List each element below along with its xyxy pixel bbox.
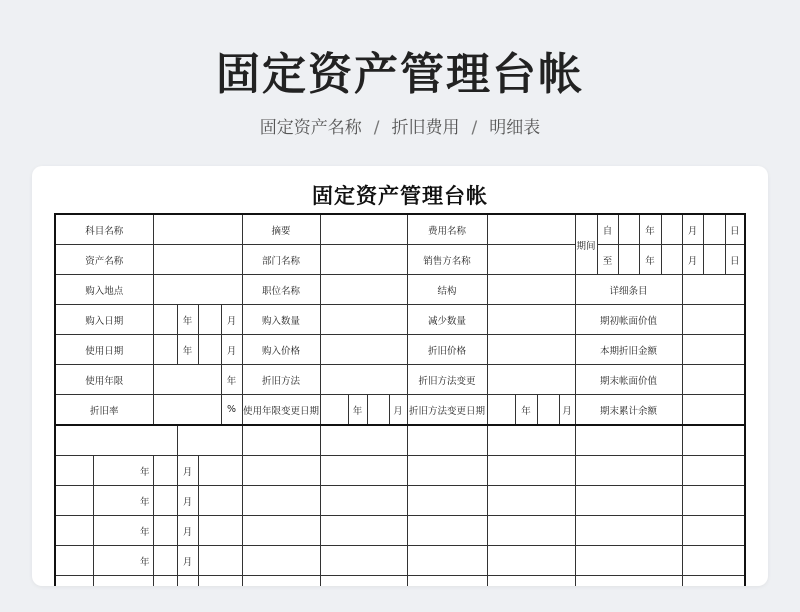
label-cell: 月 xyxy=(177,486,198,516)
table-row xyxy=(55,516,745,546)
label-cell: 购入价格 xyxy=(242,335,320,365)
value-cell[interactable] xyxy=(320,245,407,275)
value-cell[interactable] xyxy=(682,576,745,587)
label-cell xyxy=(177,576,198,587)
value-cell[interactable] xyxy=(198,546,242,576)
label-cell: 部门名称 xyxy=(242,245,320,275)
label-cell: 职位名称 xyxy=(242,275,320,305)
value-cell[interactable] xyxy=(153,516,177,546)
label-cell: 月 xyxy=(177,516,198,546)
value-cell[interactable] xyxy=(487,576,575,587)
value-cell[interactable] xyxy=(320,516,407,546)
value-cell[interactable] xyxy=(242,576,320,587)
value-cell[interactable] xyxy=(618,245,639,275)
value-cell[interactable] xyxy=(153,365,221,395)
value-cell[interactable] xyxy=(320,456,407,486)
label-cell: 年 xyxy=(515,395,537,426)
label-cell: 期末帐面价值 xyxy=(575,365,682,395)
table-row xyxy=(55,486,745,516)
label-cell: 结构 xyxy=(407,275,487,305)
value-cell[interactable] xyxy=(153,486,177,516)
value-cell[interactable] xyxy=(198,305,221,335)
label-cell: 折旧价格 xyxy=(407,335,487,365)
value-cell[interactable] xyxy=(320,546,407,576)
label-cell: 年 xyxy=(348,395,367,426)
value-cell[interactable] xyxy=(320,305,407,335)
value-cell[interactable] xyxy=(242,456,320,486)
label-cell: 年 xyxy=(93,546,153,576)
value-cell[interactable] xyxy=(703,245,725,275)
value-cell[interactable] xyxy=(177,425,242,456)
label-cell: 减少数量 xyxy=(407,305,487,335)
value-cell[interactable] xyxy=(242,425,320,456)
value-cell[interactable] xyxy=(487,425,575,456)
ledger-table xyxy=(54,213,746,586)
value-cell[interactable] xyxy=(682,486,745,516)
value-cell[interactable] xyxy=(487,365,575,395)
value-cell[interactable] xyxy=(320,425,407,456)
label-cell: 月 xyxy=(682,245,703,275)
value-cell[interactable] xyxy=(407,456,487,486)
value-cell[interactable] xyxy=(242,546,320,576)
label-cell: 年 xyxy=(639,214,661,245)
value-cell[interactable] xyxy=(55,546,93,576)
value-cell[interactable] xyxy=(487,546,575,576)
subtitle-tag: 明细表 xyxy=(489,118,541,138)
value-cell[interactable] xyxy=(682,305,745,335)
form-row xyxy=(55,275,745,305)
value-cell[interactable] xyxy=(153,456,177,486)
value-cell[interactable] xyxy=(320,576,407,587)
value-cell[interactable] xyxy=(153,245,242,275)
label-cell: 月 xyxy=(389,395,407,426)
value-cell[interactable] xyxy=(682,516,745,546)
label-cell: 月 xyxy=(682,214,703,245)
label-cell: 折旧方法 xyxy=(242,365,320,395)
label-cell: 折旧方法变更 xyxy=(407,365,487,395)
label-cell: 年 xyxy=(177,335,198,365)
label-cell: 日 xyxy=(725,245,745,275)
value-cell[interactable] xyxy=(153,395,221,426)
value-cell[interactable] xyxy=(55,576,93,587)
value-cell[interactable] xyxy=(320,335,407,365)
label-cell: 本期折旧金额 xyxy=(575,335,682,365)
value-cell[interactable] xyxy=(575,576,682,587)
ledger-card xyxy=(32,166,768,586)
form-row xyxy=(55,245,745,275)
value-cell[interactable] xyxy=(487,245,575,275)
label-cell: 使用年限 xyxy=(55,365,153,395)
value-cell[interactable] xyxy=(153,214,242,245)
label-cell: 年 xyxy=(93,516,153,546)
form-row xyxy=(55,305,745,335)
value-cell[interactable] xyxy=(198,456,242,486)
label-cell: 年 xyxy=(639,245,661,275)
label-cell: 期初帐面价值 xyxy=(575,305,682,335)
subtitle-separator: / xyxy=(373,118,380,138)
label-cell xyxy=(93,576,153,587)
label-cell: 折旧方法变更日期 xyxy=(407,395,487,426)
value-cell[interactable] xyxy=(682,546,745,576)
label-cell: 资产名称 xyxy=(55,245,153,275)
subtitle-tag: 固定资产名称 xyxy=(259,118,362,138)
value-cell[interactable] xyxy=(487,335,575,365)
value-cell[interactable] xyxy=(487,395,515,426)
value-cell[interactable] xyxy=(198,335,221,365)
label-cell: 期间 xyxy=(575,214,597,275)
table-row xyxy=(55,546,745,576)
subtitle xyxy=(0,113,800,138)
value-cell[interactable] xyxy=(242,486,320,516)
label-cell: 月 xyxy=(221,305,242,335)
label-cell: 科目名称 xyxy=(55,214,153,245)
value-cell[interactable] xyxy=(487,486,575,516)
value-cell[interactable] xyxy=(198,516,242,546)
value-cell[interactable] xyxy=(682,456,745,486)
value-cell[interactable] xyxy=(320,365,407,395)
value-cell[interactable] xyxy=(320,395,348,426)
label-cell: 日 xyxy=(725,214,745,245)
value-cell[interactable] xyxy=(487,305,575,335)
label-cell: 自 xyxy=(597,214,618,245)
value-cell[interactable] xyxy=(153,275,242,305)
label-cell: 购入地点 xyxy=(55,275,153,305)
value-cell[interactable] xyxy=(407,576,487,587)
value-cell[interactable] xyxy=(537,395,559,426)
value-cell[interactable] xyxy=(198,576,242,587)
value-cell[interactable] xyxy=(320,275,407,305)
value-cell[interactable] xyxy=(575,546,682,576)
detail-header-row xyxy=(55,425,745,456)
value-cell[interactable] xyxy=(682,395,745,426)
table-row xyxy=(55,456,745,486)
label-cell: 月 xyxy=(221,335,242,365)
form-row xyxy=(55,214,745,245)
label-cell: 详细条目 xyxy=(575,275,682,305)
value-cell[interactable] xyxy=(242,516,320,546)
value-cell[interactable] xyxy=(407,486,487,516)
value-cell[interactable] xyxy=(575,486,682,516)
value-cell[interactable] xyxy=(407,546,487,576)
value-cell[interactable] xyxy=(367,395,389,426)
form-row xyxy=(55,335,745,365)
value-cell[interactable] xyxy=(153,546,177,576)
value-cell[interactable] xyxy=(682,335,745,365)
value-cell[interactable] xyxy=(198,486,242,516)
label-cell: 年 xyxy=(221,365,242,395)
value-cell[interactable] xyxy=(487,516,575,546)
value-cell[interactable] xyxy=(682,275,745,305)
value-cell[interactable] xyxy=(55,486,93,516)
value-cell[interactable] xyxy=(407,425,487,456)
label-cell: 购入数量 xyxy=(242,305,320,335)
label-cell: 销售方名称 xyxy=(407,245,487,275)
label-cell: 购入日期 xyxy=(55,305,153,335)
value-cell[interactable] xyxy=(575,456,682,486)
label-cell: 使用日期 xyxy=(55,335,153,365)
value-cell[interactable] xyxy=(487,275,575,305)
value-cell[interactable] xyxy=(153,335,177,365)
subtitle-tag: 折旧费用 xyxy=(391,118,460,138)
label-cell: 年 xyxy=(93,486,153,516)
value-cell[interactable] xyxy=(575,516,682,546)
label-cell: 至 xyxy=(597,245,618,275)
page-title: 固定资产管理台帐 xyxy=(216,49,584,100)
label-cell: 折旧率 xyxy=(55,395,153,426)
value-cell[interactable] xyxy=(682,425,745,456)
label-cell: 费用名称 xyxy=(407,214,487,245)
label-cell: 月 xyxy=(559,395,575,426)
value-cell[interactable] xyxy=(153,576,177,587)
value-cell[interactable] xyxy=(320,486,407,516)
ledger-title: 固定资产管理台帐 xyxy=(312,184,488,208)
value-cell[interactable] xyxy=(55,516,93,546)
value-cell[interactable] xyxy=(320,214,407,245)
label-cell: 年 xyxy=(93,456,153,486)
form-row xyxy=(55,395,745,426)
label-cell: 使用年限变更日期 xyxy=(242,395,320,426)
form-row xyxy=(55,365,745,395)
table-row xyxy=(55,576,745,587)
value-cell[interactable] xyxy=(618,214,639,245)
label-cell: 月 xyxy=(177,546,198,576)
value-cell[interactable] xyxy=(55,425,177,456)
value-cell[interactable] xyxy=(575,425,682,456)
label-cell: 期末累计余额 xyxy=(575,395,682,426)
label-cell: 月 xyxy=(177,456,198,486)
value-cell[interactable] xyxy=(703,214,725,245)
value-cell[interactable] xyxy=(487,456,575,486)
label-cell: % xyxy=(221,395,242,426)
value-cell[interactable] xyxy=(407,516,487,546)
label-cell: 年 xyxy=(177,305,198,335)
value-cell[interactable] xyxy=(682,365,745,395)
value-cell[interactable] xyxy=(55,456,93,486)
value-cell[interactable] xyxy=(661,214,682,245)
label-cell: 摘要 xyxy=(242,214,320,245)
value-cell[interactable] xyxy=(153,305,177,335)
subtitle-separator: / xyxy=(471,118,478,138)
value-cell[interactable] xyxy=(661,245,682,275)
value-cell[interactable] xyxy=(487,214,575,245)
